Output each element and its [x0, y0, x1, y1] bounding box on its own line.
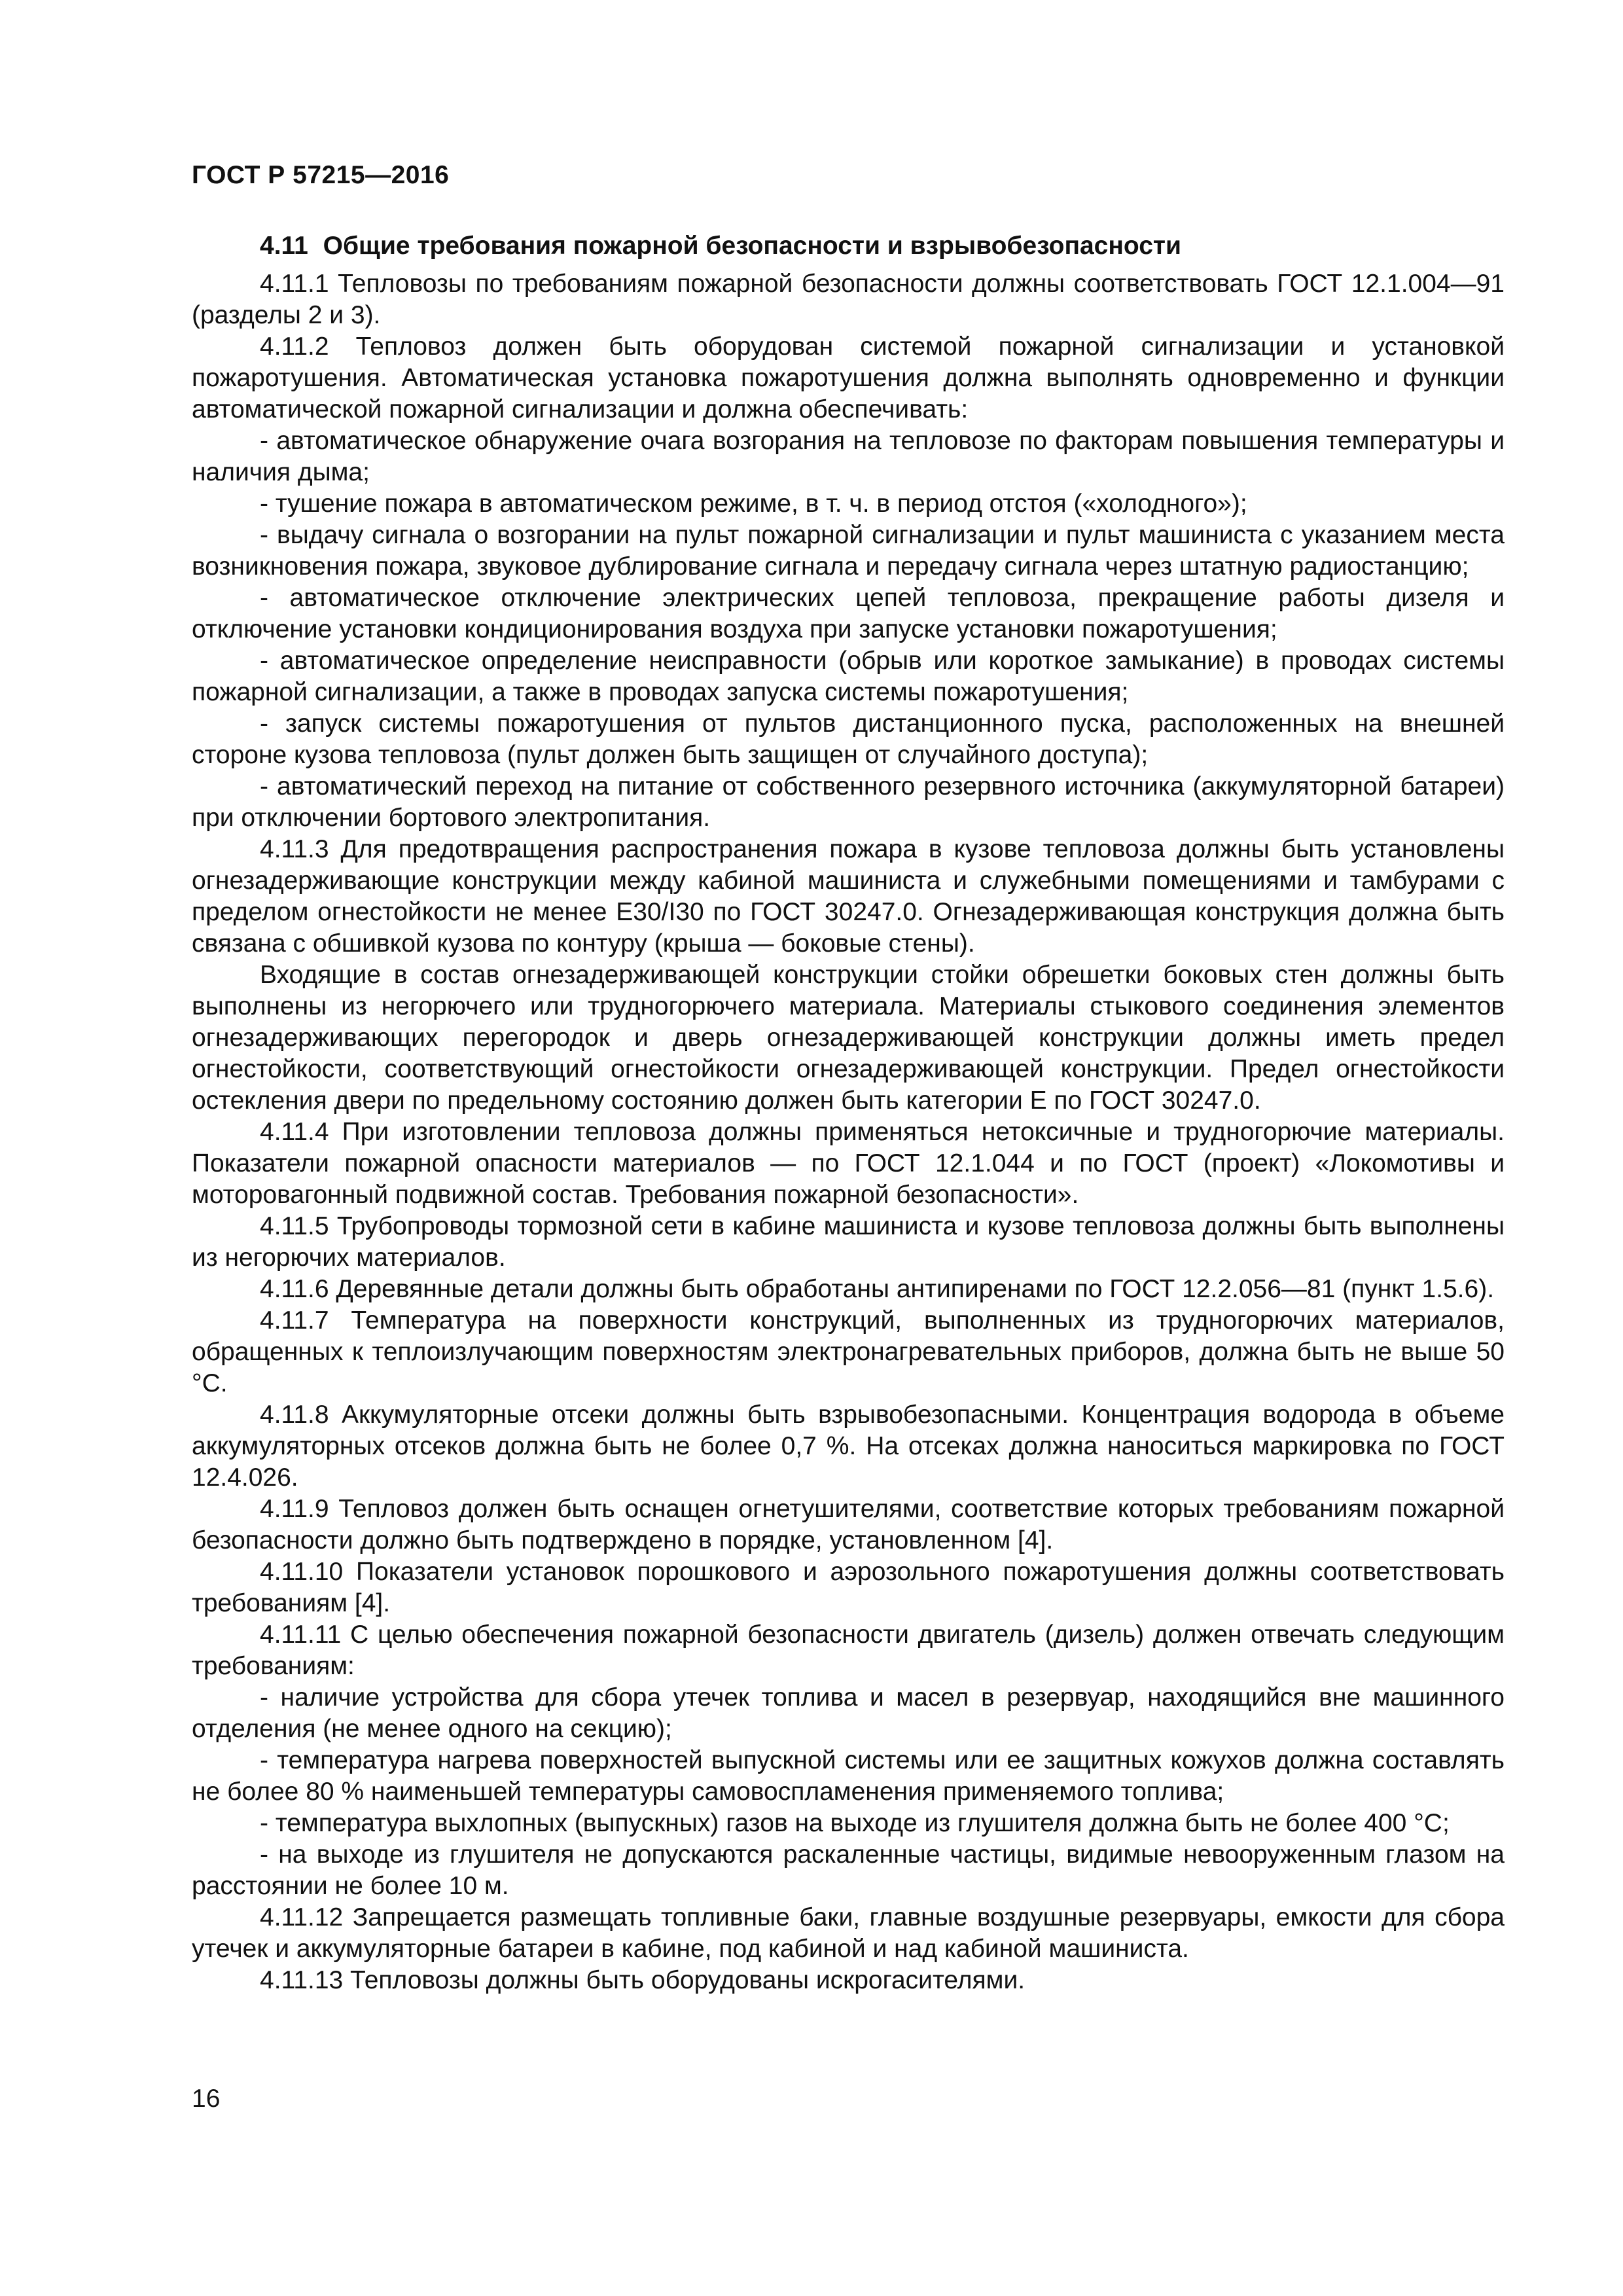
paragraph: 4.11.13 Тепловозы должны быть оборудованы искрогасителями. [260, 1966, 1026, 1994]
section-title: Общие требования пожарной безопасности и взрывобезопасности [323, 232, 1182, 260]
paragraph: 4.11.8 Аккумуляторные отсеки должны быть взрывобезопасными. Концентрация водорода в объеме аккумуляторных отсеков должна быть не более 0,7 %. На отсеках должна наноситься маркировка по ГОСТ 12.4.026. [192, 1401, 1505, 1492]
paragraph: 4.11.2 Тепловоз должен быть оборудован системой пожарной сигнализации и установкой пожаротушения. Автоматическая установка пожаротушения должна выполнять одновременно и функции автоматической пожарной сигнализации и должна обеспечивать: [192, 332, 1505, 423]
paragraph: 4.11.9 Тепловоз должен быть оснащен огнетушителями, соответствие которых требованиям пожарной безопасности должно быть подтверждено в порядке, установленном [4]. [192, 1495, 1505, 1554]
list-item: - автоматический переход на питание от собственного резервного источника (аккумуляторной батареи) при отключении бортового электропитания. [192, 772, 1505, 832]
paragraph: 4.11.1 Тепловозы по требованиям пожарной безопасности должны соответствовать ГОСТ 12.1.004—91 (разделы 2 и 3). [192, 270, 1505, 329]
list-item: - на выходе из глушителя не допускаются раскаленные частицы, видимые невооруженным глазом на расстоянии не более 10 м. [192, 1840, 1505, 1900]
paragraph: 4.11.3 Для предотвращения распространения пожара в кузове тепловоза должны быть установлены огнезадерживающие конструкции между кабиной машиниста и служебными помещениями и тамбурами с пределом огнестойкости не менее E30/I30 по ГОСТ 30247.0. Огнезадерживающая конструкция должна быть связана с обшивкой кузова по контуру (крыша — боковые стены). [192, 835, 1505, 958]
list-item: - температура нагрева поверхностей выпускной системы или ее защитных кожухов должна составлять не более 80 % наименьшей температуры самовоспламенения применяемого топлива; [192, 1746, 1505, 1806]
page-number: 16 [192, 2085, 221, 2113]
paragraph: 4.11.6 Деревянные детали должны быть обработаны антипиренами по ГОСТ 12.2.056—81 (пункт 1.5.6). [260, 1275, 1495, 1303]
paragraph: 4.11.7 Температура на поверхности конструкций, выполненных из трудногорючих материалов, обращенных к теплоизлучающим поверхностям электронагревательных приборов, должна быть не выше 50 °С. [192, 1306, 1505, 1397]
section-number: 4.11 [260, 232, 308, 260]
list-item: - запуск системы пожаротушения от пультов дистанционного пуска, расположенных на внешней стороне кузова тепловоза (пульт должен быть защищен от случайного доступа); [192, 709, 1505, 769]
list-item: - автоматическое определение неисправности (обрыв или короткое замыкание) в проводах системы пожарной сигнализации, а также в проводах запуска системы пожаротушения; [192, 647, 1505, 706]
paragraph: 4.11.12 Запрещается размещать топливные баки, главные воздушные резервуары, емкости для сбора утечек и аккумуляторные батареи в кабине, под кабиной и над кабиной машиниста. [192, 1903, 1505, 1963]
paragraph: 4.11.10 Показатели установок порошкового и аэрозольного пожаротушения должны соответствовать требованиям [4]. [192, 1558, 1505, 1617]
list-item: - наличие устройства для сбора утечек топлива и масел в резервуар, находящийся вне машинного отделения (не менее одного на секцию); [192, 1683, 1505, 1743]
list-item: - автоматическое отключение электрических цепей тепловоза, прекращение работы дизеля и отключение установки кондиционирования воздуха при запуске установки пожаротушения; [192, 584, 1505, 643]
list-item: - температура выхлопных (выпускных) газов на выходе из глушителя должна быть не более 400 °С; [260, 1809, 1450, 1837]
section-heading [192, 230, 1505, 262]
list-item: - выдачу сигнала о возгорании на пульт пожарной сигнализации и пульт машиниста с указанием места возникновения пожара, звуковое дублирование сигнала и передачу сигнала через штатную радиостанцию; [192, 521, 1505, 581]
list-item: - автоматическое обнаружение очага возгорания на тепловозе по факторам повышения температуры и наличия дыма; [192, 427, 1505, 486]
document-id: ГОСТ Р 57215—2016 [192, 161, 450, 189]
paragraph: 4.11.5 Трубопроводы тормозной сети в кабине машиниста и кузове тепловоза должны быть выполнены из негорючих материалов. [192, 1212, 1505, 1272]
paragraph: 4.11.11 С целью обеспечения пожарной безопасности двигатель (дизель) должен отвечать следующим требованиям: [192, 1621, 1505, 1680]
paragraph: Входящие в состав огнезадерживающей конструкции стойки обрешетки боковых стен должны быть выполнены из негорючего или трудногорючего материала. Материалы стыкового соединения элементов огнезадерживающих перегородок и дверь огнезадерживающей конструкции должны иметь предел огнестойкости, соответствующий огнестойкости огнезадерживающей конструкции. Предел огнестойкости остекления двери по предельному состоянию должен быть категории E по ГОСТ 30247.0. [192, 961, 1505, 1115]
page-content [192, 230, 1505, 1996]
list-item: - тушение пожара в автоматическом режиме, в т. ч. в период отстоя («холодного»); [260, 490, 1247, 518]
paragraph: 4.11.4 При изготовлении тепловоза должны применяться нетоксичные и трудногорючие материалы. Показатели пожарной опасности материалов — по ГОСТ 12.1.044 и по ГОСТ (проект) «Локомотивы и моторовагонный подвижной состав. Требования пожарной безопасности». [192, 1118, 1505, 1209]
